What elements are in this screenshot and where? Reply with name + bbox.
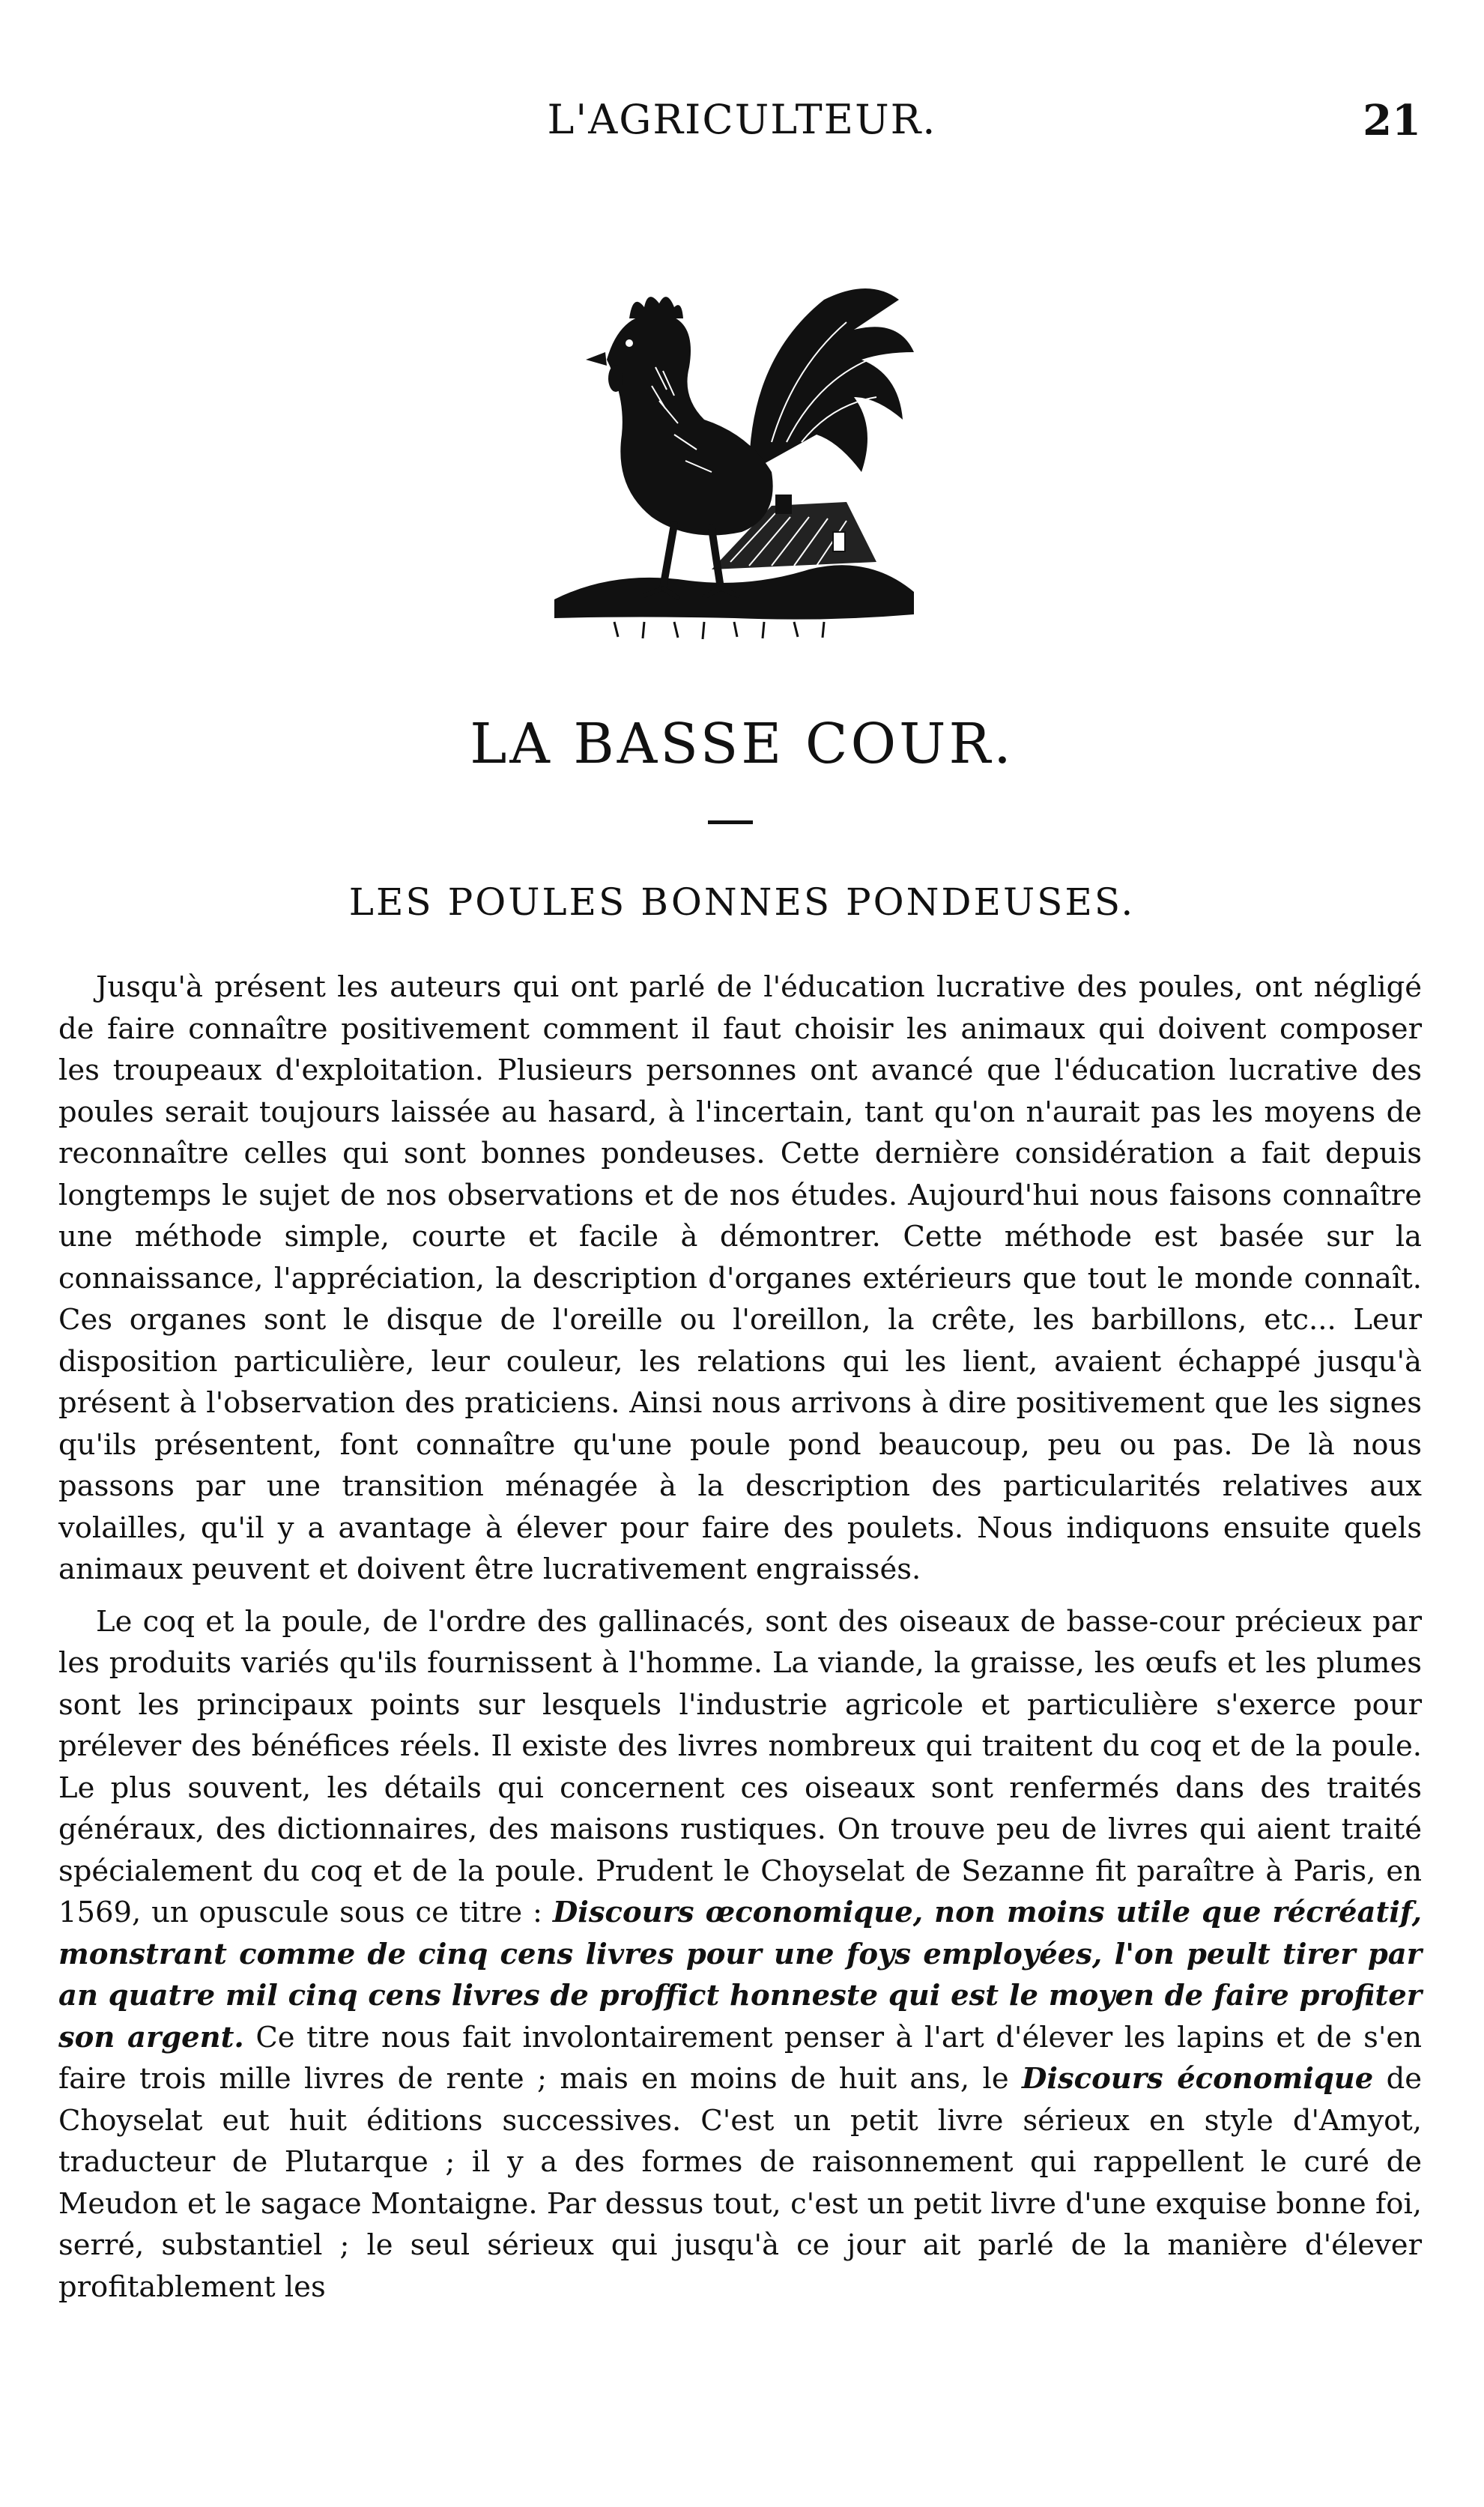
- article-body: [58, 967, 1422, 2308]
- paragraph-2-part-c: de Choyselat eut huit éditions successives. C'est un petit livre sérieux en style d'Amyot, traducteur de Plutarque ; il y a des formes de raisonnement qui rappellent le curé de Meudon et le sagace Montaigne. Par dessus tout, c'est un petit livre d'une exquise bonne foi, serré, substantiel ; le seul sérieux qui jusqu'à ce jour ait parlé de la manière d'élever profitablement les: [58, 2062, 1423, 2304]
- paragraph-2: [58, 1601, 1422, 2308]
- section-subtitle: LES POULES BONNES PONDEUSES.: [348, 880, 1136, 924]
- quoted-book-title: Discours œconomique, non moins utile que récréatif, monstrant comme de cinq cens livres pour une foys employées, l'on peult tirer par an quatre mil cinq cens livres de proffict honneste qui est le moyen de faire profiter son argent.: [58, 1896, 1422, 2054]
- running-head: [0, 96, 1484, 156]
- title-rule: [708, 820, 753, 824]
- paragraph-2-part-b: Ce titre nous fait involontairement penser à l'art d'élever les lapins et de s'en faire trois mille livres de rente ; mais en moins de huit ans, le: [58, 2020, 1423, 2096]
- running-title: L'AGRICULTEUR.: [547, 96, 937, 143]
- section-title: LA BASSE COUR.: [470, 712, 1014, 776]
- page-number: 21: [1363, 96, 1421, 145]
- rooster-vignette-icon: [524, 247, 944, 667]
- paragraph-1: Jusqu'à présent les auteurs qui ont parlé de l'éducation lucrative des poules, ont négligé de faire connaître positivement comment il faut choisir les animaux qui doivent composer les troupeaux d'exploitation. Plusieurs personnes ont avancé que l'éducation lucrative des poules serait toujours laissée au hasard, à l'incertain, tant qu'on n'aurait pas les moyens de reconnaître celles qui sont bonnes pondeuses. Cette dernière considération a fait depuis longtemps le sujet de nos observations et de nos études. Aujourd'hui nous faisons connaître une méthode simple, courte et facile à démontrer. Cette méthode est basée sur la connaissance, l'appréciation, la description d'organes extérieurs que tout le monde connaît. Ces organes sont le disque de l'oreille ou l'oreillon, la crête, les barbillons, etc... Leur disposition particulière, leur couleur, les relations qui les lient, avaient échappé jusqu'à présent à l'observation des praticiens. Ainsi nous arrivons à dire positivement que les signes qu'ils présentent, font connaître qu'une poule pond beaucoup, peu ou pas. De là nous passons par une transition ménagée à la description des particularités relatives aux volailles, qu'il y a avantage à élever pour faire des poulets. Nous indiquons ensuite quels animaux peuvent et doivent être lucrativement engraissés.: [58, 970, 1422, 1586]
- paragraph-2-part-a: Le coq et la poule, de l'ordre des gallinacés, sont des oiseaux de basse-cour précieux par les produits variés qu'ils fournissent à l'homme. La viande, la graisse, les œufs et les plumes sont les principaux points sur lesquels l'industrie agricole et particulière s'exerce pour prélever des bénéfices réels. Il existe des livres nombreux qui traitent du coq et de la poule. Le plus souvent, les détails qui concernent ces oiseaux sont renfermés dans des traités généraux, des dictionnaires, des maisons rustiques. On trouve peu de livres qui aient traité spécialement du coq et de la poule. Prudent le Choyselat de Sezanne fit paraître à Paris, en 1569, un opuscule sous ce titre :: [58, 1604, 1422, 1929]
- book-short-title: Discours économique: [1021, 2062, 1374, 2096]
